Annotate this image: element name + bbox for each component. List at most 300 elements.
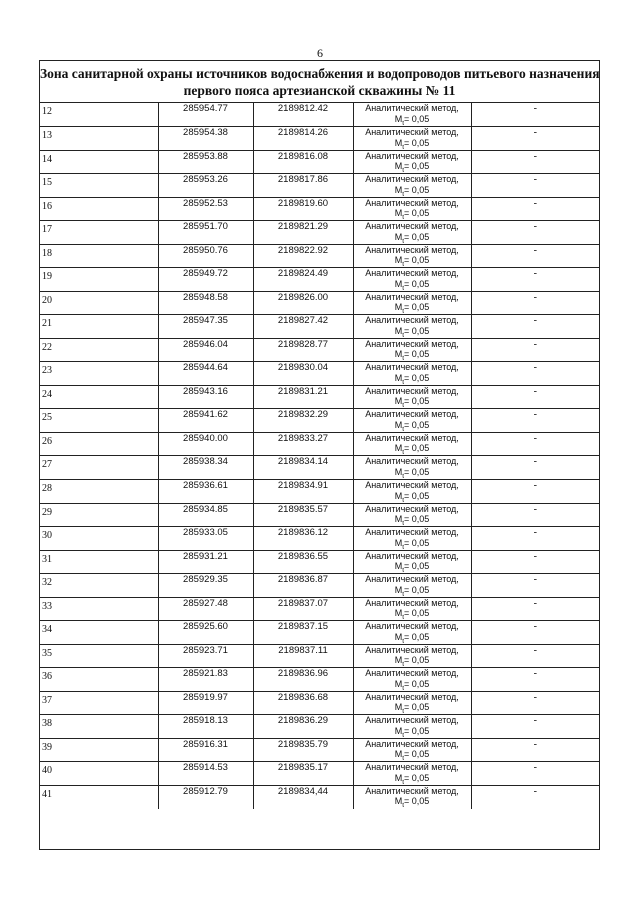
- coordinate-y: 2189833.27: [253, 432, 353, 456]
- error-number: = 0,05: [404, 655, 430, 666]
- error-subscript: t: [402, 519, 405, 527]
- method-cell: [353, 574, 471, 598]
- method-cell: [353, 174, 471, 198]
- method-label: Аналитический метод,: [365, 291, 459, 302]
- error-number: = 0,05: [404, 796, 430, 807]
- error-symbol: M: [394, 725, 403, 736]
- coordinate-x: 285938.34: [158, 456, 253, 480]
- error-symbol: M: [394, 537, 403, 548]
- error-number: = 0,05: [404, 419, 430, 430]
- coordinates-sheet: [39, 60, 600, 850]
- coordinate-y: 2189831.21: [253, 385, 353, 409]
- coordinate-x: 285940.00: [158, 432, 253, 456]
- point-number: 23: [40, 362, 158, 386]
- table-row: [40, 432, 599, 456]
- note-cell: -: [471, 197, 599, 221]
- error-number: = 0,05: [404, 631, 430, 642]
- coordinate-x: 285918.13: [158, 715, 253, 739]
- method-cell: [353, 268, 471, 292]
- error-subscript: t: [402, 778, 405, 786]
- table-row: [40, 385, 599, 409]
- error-value: [354, 608, 471, 619]
- method-cell: [353, 668, 471, 692]
- coordinate-y: 2189835.79: [253, 738, 353, 762]
- coordinate-x: 285949.72: [158, 268, 253, 292]
- coordinate-x: 285927.48: [158, 597, 253, 621]
- error-number: = 0,05: [404, 772, 430, 783]
- error-symbol: M: [394, 349, 403, 360]
- error-subscript: t: [402, 543, 405, 551]
- error-subscript: t: [402, 708, 405, 715]
- note-cell: -: [471, 432, 599, 456]
- error-value: [354, 443, 471, 454]
- point-number: 14: [40, 150, 158, 174]
- table-row: [40, 597, 599, 621]
- coordinate-x: 285936.61: [158, 480, 253, 504]
- table-row: [40, 315, 599, 339]
- error-symbol: M: [394, 278, 403, 289]
- error-symbol: M: [394, 231, 403, 242]
- method-label: Аналитический метод,: [365, 197, 459, 208]
- error-subscript: t: [402, 590, 405, 598]
- note-cell: -: [471, 785, 599, 809]
- note-cell: -: [471, 315, 599, 339]
- error-subscript: t: [402, 802, 405, 809]
- error-value: [354, 232, 471, 243]
- coordinate-y: 2189837.11: [253, 644, 353, 668]
- point-number: 15: [40, 174, 158, 198]
- coordinate-x: 285929.35: [158, 574, 253, 598]
- point-number: 12: [40, 103, 158, 127]
- table-row: [40, 127, 599, 151]
- method-label: Аналитический метод,: [365, 503, 459, 514]
- error-number: = 0,05: [404, 302, 430, 313]
- coordinate-y: 2189824.49: [253, 268, 353, 292]
- error-symbol: M: [394, 608, 403, 619]
- error-subscript: t: [402, 308, 405, 315]
- point-number: 32: [40, 574, 158, 598]
- error-number: = 0,05: [404, 349, 430, 360]
- error-value: [354, 561, 471, 572]
- error-number: = 0,05: [404, 514, 430, 525]
- error-symbol: M: [394, 655, 403, 666]
- error-subscript: t: [402, 331, 405, 339]
- error-symbol: M: [394, 702, 403, 713]
- table-row: [40, 527, 599, 551]
- note-cell: -: [471, 150, 599, 174]
- error-symbol: M: [394, 113, 403, 124]
- error-symbol: M: [394, 561, 403, 572]
- error-symbol: M: [394, 302, 403, 313]
- error-symbol: M: [394, 396, 403, 407]
- method-label: Аналитический метод,: [365, 574, 459, 585]
- coordinate-y: 2189828.77: [253, 338, 353, 362]
- method-label: Аналитический метод,: [365, 268, 459, 279]
- table-row: [40, 574, 599, 598]
- note-cell: -: [471, 527, 599, 551]
- method-label: Аналитический метод,: [365, 103, 459, 113]
- error-subscript: t: [402, 425, 405, 433]
- table-row: [40, 644, 599, 668]
- table-row: [40, 550, 599, 574]
- note-cell: -: [471, 103, 599, 127]
- method-cell: [353, 550, 471, 574]
- method-label: Аналитический метод,: [365, 456, 459, 467]
- method-cell: [353, 362, 471, 386]
- table-row: [40, 738, 599, 762]
- point-number: 21: [40, 315, 158, 339]
- error-value: [354, 538, 471, 549]
- point-number: 41: [40, 785, 158, 809]
- method-label: Аналитический метод,: [365, 668, 459, 679]
- error-value: [354, 773, 471, 784]
- coordinate-y: 2189837.07: [253, 597, 353, 621]
- point-number: 31: [40, 550, 158, 574]
- coordinate-y: 2189817.86: [253, 174, 353, 198]
- coordinate-x: 285950.76: [158, 244, 253, 268]
- coordinate-x: 285912.79: [158, 785, 253, 809]
- method-label: Аналитический метод,: [365, 644, 459, 655]
- error-symbol: M: [394, 255, 403, 266]
- error-symbol: M: [394, 631, 403, 642]
- method-label: Аналитический метод,: [365, 785, 459, 796]
- method-label: Аналитический метод,: [365, 432, 459, 443]
- method-cell: [353, 621, 471, 645]
- method-cell: [353, 503, 471, 527]
- coordinate-y: 2189812.42: [253, 103, 353, 127]
- error-number: = 0,05: [404, 161, 430, 172]
- table-row: [40, 409, 599, 433]
- method-label: Аналитический метод,: [365, 385, 459, 396]
- method-cell: [353, 480, 471, 504]
- coordinate-x: 285943.16: [158, 385, 253, 409]
- note-cell: -: [471, 550, 599, 574]
- point-number: 18: [40, 244, 158, 268]
- coordinate-x: 285923.71: [158, 644, 253, 668]
- note-cell: -: [471, 668, 599, 692]
- method-cell: [353, 103, 471, 127]
- table-row: [40, 362, 599, 386]
- table-row: [40, 221, 599, 245]
- point-number: 37: [40, 691, 158, 715]
- error-subscript: t: [402, 755, 405, 762]
- coordinate-y: 2189836.87: [253, 574, 353, 598]
- error-symbol: M: [394, 443, 403, 454]
- error-subscript: t: [402, 378, 405, 386]
- error-value: [354, 138, 471, 149]
- coordinate-y: 2189837.15: [253, 621, 353, 645]
- point-number: 39: [40, 738, 158, 762]
- error-number: = 0,05: [404, 608, 430, 619]
- error-number: = 0,05: [404, 255, 430, 266]
- error-subscript: t: [402, 731, 405, 739]
- coordinate-y: 2189835.17: [253, 762, 353, 786]
- note-cell: -: [471, 691, 599, 715]
- error-symbol: M: [394, 419, 403, 430]
- table-title: [40, 61, 599, 103]
- note-cell: -: [471, 456, 599, 480]
- note-cell: -: [471, 291, 599, 315]
- error-subscript: t: [402, 472, 405, 480]
- error-subscript: t: [402, 237, 405, 245]
- title-line-2: первого пояса артезианской скважины № 11: [183, 83, 456, 98]
- error-symbol: M: [394, 796, 403, 807]
- note-cell: -: [471, 244, 599, 268]
- coordinate-y: 2189836.96: [253, 668, 353, 692]
- coordinate-x: 285925.60: [158, 621, 253, 645]
- point-number: 20: [40, 291, 158, 315]
- point-number: 35: [40, 644, 158, 668]
- note-cell: -: [471, 480, 599, 504]
- error-subscript: t: [402, 402, 405, 409]
- error-number: = 0,05: [404, 490, 430, 501]
- coordinate-x: 285946.04: [158, 338, 253, 362]
- error-value: [354, 161, 471, 172]
- method-cell: [353, 432, 471, 456]
- coordinate-x: 285941.62: [158, 409, 253, 433]
- coordinate-x: 285914.53: [158, 762, 253, 786]
- error-value: [354, 702, 471, 713]
- error-value: [354, 349, 471, 360]
- error-number: = 0,05: [404, 184, 430, 195]
- coordinate-y: 2189834,44: [253, 785, 353, 809]
- error-subscript: t: [402, 284, 405, 292]
- error-number: = 0,05: [404, 725, 430, 736]
- note-cell: -: [471, 221, 599, 245]
- method-cell: [353, 456, 471, 480]
- method-label: Аналитический метод,: [365, 150, 459, 161]
- note-cell: -: [471, 385, 599, 409]
- coordinate-x: 285953.26: [158, 174, 253, 198]
- method-label: Аналитический метод,: [365, 221, 459, 232]
- error-value: [354, 326, 471, 337]
- coordinate-y: 2189834.14: [253, 456, 353, 480]
- method-cell: [353, 338, 471, 362]
- note-cell: -: [471, 127, 599, 151]
- point-number: 26: [40, 432, 158, 456]
- method-label: Аналитический метод,: [365, 621, 459, 632]
- error-symbol: M: [394, 490, 403, 501]
- note-cell: -: [471, 738, 599, 762]
- method-cell: [353, 597, 471, 621]
- error-symbol: M: [394, 372, 403, 383]
- coordinate-x: 285948.58: [158, 291, 253, 315]
- note-cell: -: [471, 597, 599, 621]
- table-row: [40, 456, 599, 480]
- error-value: [354, 585, 471, 596]
- method-label: Аналитический метод,: [365, 338, 459, 349]
- point-number: 25: [40, 409, 158, 433]
- coordinate-y: 2189835.57: [253, 503, 353, 527]
- error-value: [354, 796, 471, 807]
- coordinate-x: 285953.88: [158, 150, 253, 174]
- method-label: Аналитический метод,: [365, 550, 459, 561]
- point-number: 28: [40, 480, 158, 504]
- coordinate-x: 285921.83: [158, 668, 253, 692]
- coordinate-x: 285947.35: [158, 315, 253, 339]
- coordinate-y: 2189816.08: [253, 150, 353, 174]
- table-row: [40, 668, 599, 692]
- method-cell: [353, 738, 471, 762]
- point-number: 33: [40, 597, 158, 621]
- method-label: Аналитический метод,: [365, 244, 459, 255]
- error-number: = 0,05: [404, 113, 430, 124]
- method-label: Аналитический метод,: [365, 174, 459, 185]
- note-cell: -: [471, 362, 599, 386]
- point-number: 34: [40, 621, 158, 645]
- error-subscript: t: [402, 496, 405, 504]
- error-subscript: t: [402, 355, 405, 362]
- error-number: = 0,05: [404, 208, 430, 219]
- error-subscript: t: [402, 143, 405, 151]
- method-cell: [353, 197, 471, 221]
- note-cell: -: [471, 644, 599, 668]
- error-value: [354, 726, 471, 737]
- coordinate-y: 2189830.04: [253, 362, 353, 386]
- coordinates-table: [40, 103, 599, 809]
- note-cell: -: [471, 574, 599, 598]
- method-cell: [353, 527, 471, 551]
- method-label: Аналитический метод,: [365, 127, 459, 138]
- point-number: 29: [40, 503, 158, 527]
- coordinate-x: 285934.85: [158, 503, 253, 527]
- point-number: 38: [40, 715, 158, 739]
- note-cell: -: [471, 268, 599, 292]
- point-number: 24: [40, 385, 158, 409]
- method-cell: [353, 291, 471, 315]
- note-cell: -: [471, 338, 599, 362]
- error-subscript: t: [402, 119, 405, 127]
- method-cell: [353, 715, 471, 739]
- table-row: [40, 715, 599, 739]
- table-row: [40, 338, 599, 362]
- table-row: [40, 691, 599, 715]
- coordinate-y: 2189836.12: [253, 527, 353, 551]
- error-value: [354, 655, 471, 666]
- method-label: Аналитический метод,: [365, 527, 459, 538]
- table-row: [40, 103, 599, 127]
- error-subscript: t: [402, 166, 405, 174]
- error-value: [354, 679, 471, 690]
- note-cell: -: [471, 409, 599, 433]
- table-row: [40, 244, 599, 268]
- coordinate-x: 285951.70: [158, 221, 253, 245]
- coordinate-x: 285931.21: [158, 550, 253, 574]
- error-symbol: M: [394, 772, 403, 783]
- method-cell: [353, 221, 471, 245]
- method-cell: [353, 762, 471, 786]
- error-number: = 0,05: [404, 278, 430, 289]
- error-number: = 0,05: [404, 231, 430, 242]
- point-number: 16: [40, 197, 158, 221]
- point-number: 22: [40, 338, 158, 362]
- table-row: [40, 291, 599, 315]
- error-subscript: t: [402, 260, 405, 268]
- method-label: Аналитический метод,: [365, 738, 459, 749]
- coordinate-x: 285933.05: [158, 527, 253, 551]
- coordinate-x: 285916.31: [158, 738, 253, 762]
- error-value: [354, 255, 471, 266]
- coordinate-x: 285952.53: [158, 197, 253, 221]
- coordinate-y: 2189836.68: [253, 691, 353, 715]
- error-number: = 0,05: [404, 749, 430, 760]
- error-value: [354, 514, 471, 525]
- error-symbol: M: [394, 514, 403, 525]
- coordinate-y: 2189821.29: [253, 221, 353, 245]
- method-label: Аналитический метод,: [365, 715, 459, 726]
- error-value: [354, 114, 471, 125]
- table-row: [40, 480, 599, 504]
- point-number: 17: [40, 221, 158, 245]
- point-number: 30: [40, 527, 158, 551]
- note-cell: -: [471, 715, 599, 739]
- note-cell: -: [471, 621, 599, 645]
- error-value: [354, 420, 471, 431]
- method-label: Аналитический метод,: [365, 480, 459, 490]
- error-value: [354, 208, 471, 219]
- coordinate-x: 285919.97: [158, 691, 253, 715]
- point-number: 27: [40, 456, 158, 480]
- error-value: [354, 396, 471, 407]
- method-cell: [353, 315, 471, 339]
- point-number: 19: [40, 268, 158, 292]
- coordinate-y: 2189827.42: [253, 315, 353, 339]
- coordinate-y: 2189814.26: [253, 127, 353, 151]
- error-subscript: t: [402, 213, 405, 221]
- method-cell: [353, 644, 471, 668]
- error-subscript: t: [402, 566, 405, 574]
- error-symbol: M: [394, 137, 403, 148]
- error-number: = 0,05: [404, 396, 430, 407]
- title-line-1: Зона санитарной охраны источников водоснабжения и водопроводов питьевого назначения: [40, 66, 600, 81]
- coordinate-x: 285954.77: [158, 103, 253, 127]
- error-value: [354, 467, 471, 478]
- error-value: [354, 749, 471, 760]
- note-cell: -: [471, 503, 599, 527]
- error-symbol: M: [394, 184, 403, 195]
- error-symbol: M: [394, 749, 403, 760]
- coordinate-x: 285954.38: [158, 127, 253, 151]
- point-number: 36: [40, 668, 158, 692]
- error-symbol: M: [394, 208, 403, 219]
- method-label: Аналитический метод,: [365, 315, 459, 326]
- note-cell: -: [471, 174, 599, 198]
- page-number: 6: [317, 46, 323, 60]
- coordinate-y: 2189836.29: [253, 715, 353, 739]
- coordinate-y: 2189822.92: [253, 244, 353, 268]
- error-subscript: t: [402, 190, 405, 198]
- error-symbol: M: [394, 325, 403, 336]
- table-row: [40, 621, 599, 645]
- method-label: Аналитический метод,: [365, 409, 459, 420]
- error-number: = 0,05: [404, 466, 430, 477]
- method-cell: [353, 691, 471, 715]
- error-number: = 0,05: [404, 325, 430, 336]
- method-label: Аналитический метод,: [365, 691, 459, 702]
- table-row: [40, 174, 599, 198]
- method-cell: [353, 385, 471, 409]
- method-label: Аналитический метод,: [365, 597, 459, 608]
- coordinate-y: 2189826.00: [253, 291, 353, 315]
- error-value: [354, 491, 471, 502]
- method-label: Аналитический метод,: [365, 362, 459, 373]
- error-subscript: t: [402, 613, 405, 621]
- error-value: [354, 185, 471, 196]
- error-subscript: t: [402, 449, 405, 456]
- point-number: 40: [40, 762, 158, 786]
- error-symbol: M: [394, 466, 403, 477]
- table-row: [40, 197, 599, 221]
